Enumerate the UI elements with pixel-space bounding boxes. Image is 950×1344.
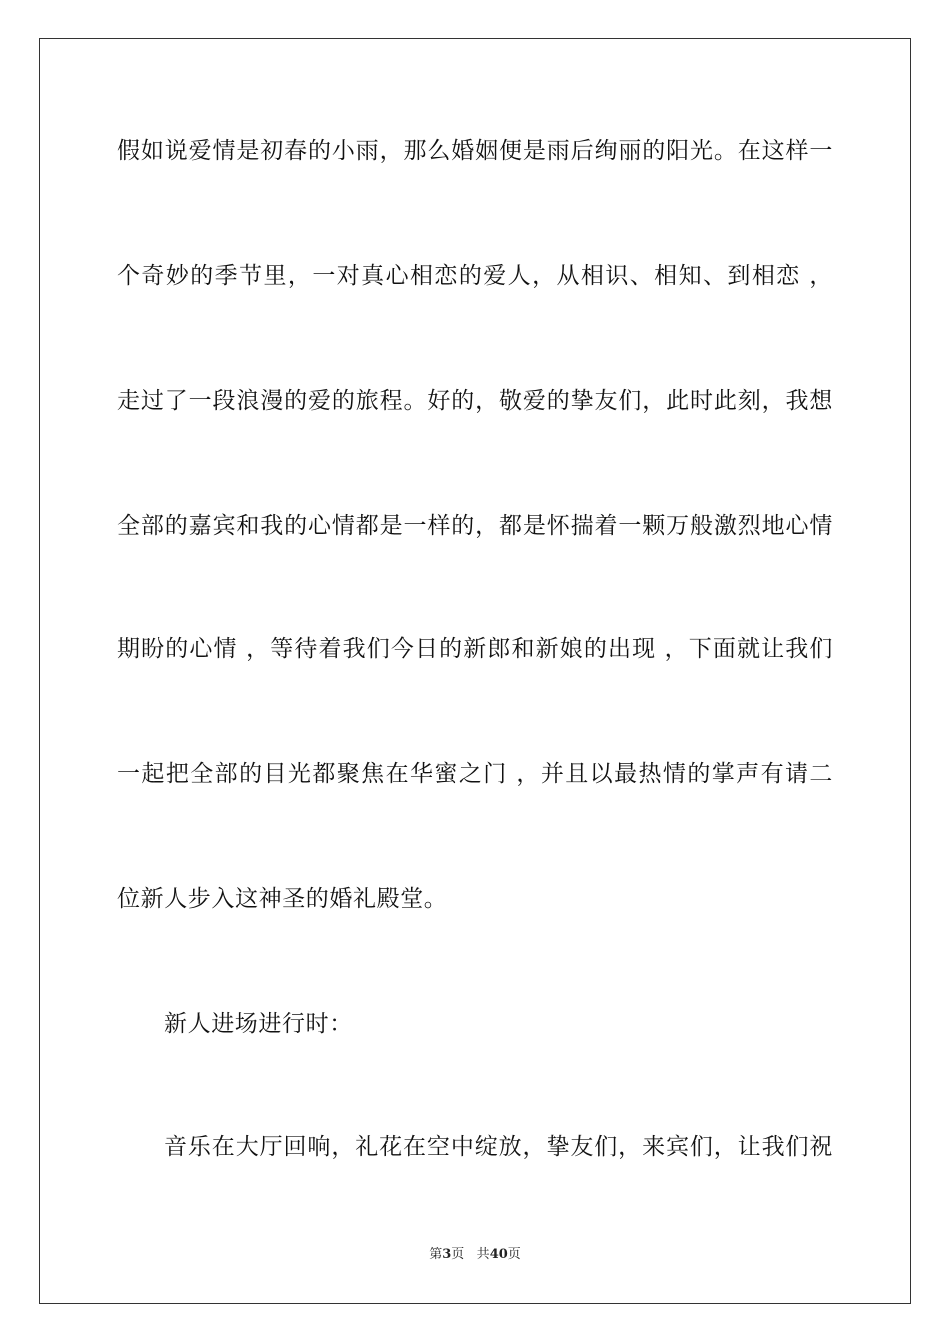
footer-total-prefix: 共 xyxy=(476,1247,490,1262)
paragraph-line-4: 全部的嘉宾和我的心情都是一样的，都是怀揣着一颗万般激烈地心情 xyxy=(117,513,833,539)
paragraph-line-5: 期盼的心情 ，等待着我们今日的新郎和新娘的出现 ，下面就让我们 xyxy=(117,636,833,662)
footer-page-prefix: 第 xyxy=(429,1247,443,1262)
footer-page-suffix: 页 xyxy=(451,1247,465,1262)
footer-total-suffix: 页 xyxy=(507,1247,521,1262)
paragraph-line-2: 个奇妙的季节里，一对真心相恋的爱人，从相识、相知、到相恋 ， xyxy=(117,263,833,289)
page-border xyxy=(39,38,911,1304)
section-heading: 新人进场进行时： xyxy=(164,1011,353,1037)
paragraph-line-6: 一起把全部的目光都聚焦在华蜜之门 ，并且以最热情的掌声有请二 xyxy=(117,761,833,787)
page-footer xyxy=(0,1246,950,1264)
paragraph-line-3: 走过了一段浪漫的爱的旅程。好的，敬爱的挚友们，此时此刻，我想 xyxy=(117,388,833,414)
paragraph-line-9: 音乐在大厅回响，礼花在空中绽放，挚友们，来宾们，让我们祝 xyxy=(164,1134,833,1160)
paragraph-line-7: 位新人步入这神圣的婚礼殿堂。 xyxy=(117,886,448,912)
paragraph-line-1: 假如说爱情是初春的小雨，那么婚姻便是雨后绚丽的阳光。在这样一 xyxy=(117,138,833,164)
footer-total-pages: 40 xyxy=(489,1247,508,1262)
footer-current-page: 3 xyxy=(442,1247,452,1262)
